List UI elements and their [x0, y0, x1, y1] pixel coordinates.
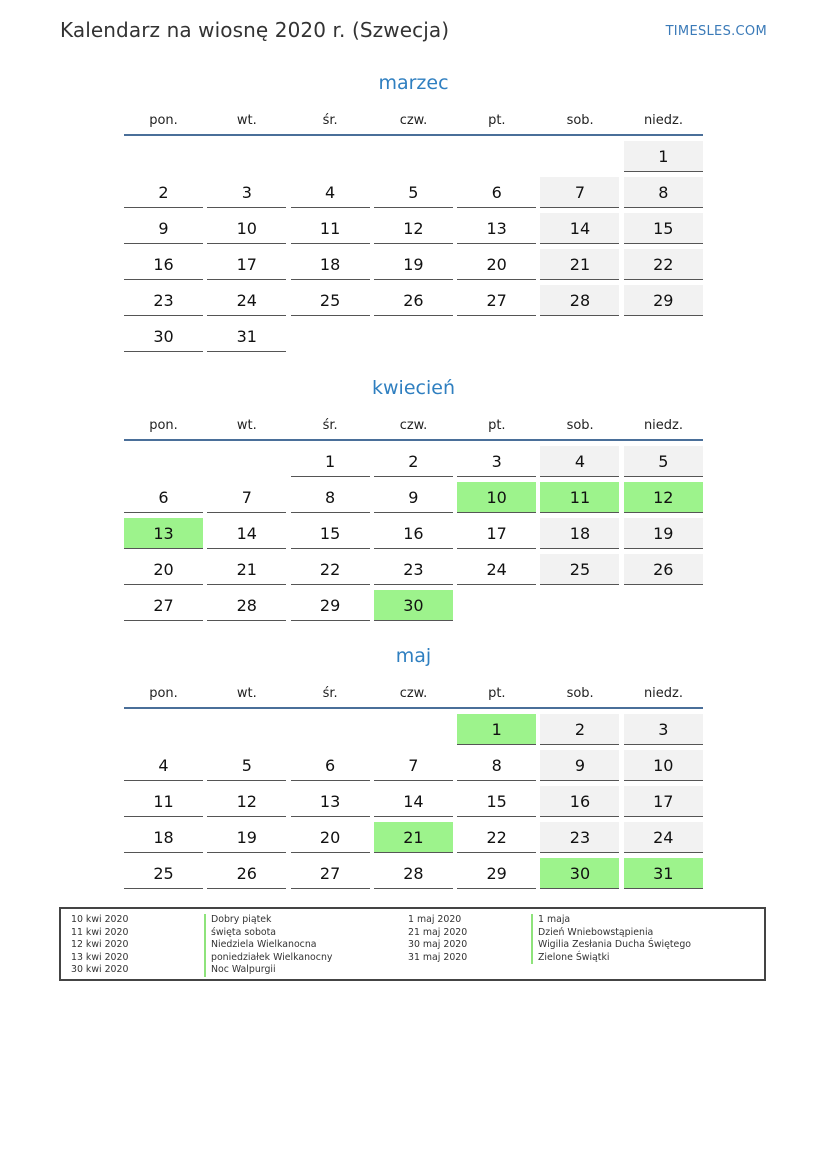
- day-cell: 22: [457, 822, 536, 853]
- holiday-day-cell: 30: [540, 858, 619, 889]
- day-cell: 7: [374, 750, 453, 781]
- day-cell: 1: [624, 141, 703, 172]
- legend-names-left: [204, 914, 332, 977]
- day-cell: 2: [124, 177, 203, 208]
- day-cell: 23: [540, 822, 619, 853]
- weekday-label: pon.: [149, 418, 178, 433]
- day-cell: 30: [124, 321, 203, 352]
- legend-dates-right: [408, 914, 467, 964]
- day-cell: 9: [540, 750, 619, 781]
- day-cell: 2: [540, 714, 619, 745]
- weekday-label: wt.: [236, 418, 257, 433]
- day-cell: 3: [457, 446, 536, 477]
- day-cell: 25: [124, 858, 203, 889]
- day-cell: 15: [457, 786, 536, 817]
- empty-cell: [124, 714, 203, 745]
- weekday-label: sob.: [566, 113, 594, 128]
- day-cell: 10: [207, 213, 286, 244]
- day-cell: 18: [291, 249, 370, 280]
- weekday-label: czw.: [399, 418, 428, 433]
- day-cell: 11: [124, 786, 203, 817]
- month-april: [124, 375, 703, 621]
- legend-holiday-date: 11 kwi 2020: [71, 926, 129, 938]
- legend-holiday-date: 31 maj 2020: [408, 951, 468, 963]
- weekday-label: sob.: [566, 418, 594, 433]
- day-cell: 17: [207, 249, 286, 280]
- day-cell: 16: [124, 249, 203, 280]
- holiday-day-cell: 30: [374, 590, 453, 621]
- day-cell: 5: [624, 446, 703, 477]
- empty-cell: [124, 141, 203, 172]
- weekday-label: czw.: [399, 686, 428, 701]
- weekday-label: śr.: [322, 686, 338, 701]
- holiday-day-cell: 13: [124, 518, 203, 549]
- day-cell: 15: [291, 518, 370, 549]
- day-grid: [124, 714, 703, 889]
- empty-cell: [207, 714, 286, 745]
- day-cell: 29: [624, 285, 703, 316]
- day-cell: 17: [624, 786, 703, 817]
- weekday-label: sob.: [566, 686, 594, 701]
- day-cell: 1: [291, 446, 370, 477]
- day-cell: 21: [207, 554, 286, 585]
- day-cell: 19: [374, 249, 453, 280]
- day-cell: 2: [374, 446, 453, 477]
- day-cell: 26: [207, 858, 286, 889]
- site-brand-link[interactable]: TIMESLES.COM: [665, 24, 767, 39]
- day-cell: 4: [124, 750, 203, 781]
- empty-cell: [291, 714, 370, 745]
- weekday-header: [124, 680, 703, 709]
- day-cell: 20: [291, 822, 370, 853]
- day-cell: 14: [374, 786, 453, 817]
- day-cell: 15: [624, 213, 703, 244]
- empty-cell: [457, 141, 536, 172]
- day-cell: 20: [124, 554, 203, 585]
- day-cell: 25: [540, 554, 619, 585]
- weekday-label: niedz.: [643, 113, 683, 128]
- legend-holiday-name: poniedziałek Wielkanocny: [204, 952, 332, 965]
- day-cell: 9: [374, 482, 453, 513]
- legend-holiday-date: 13 kwi 2020: [71, 951, 129, 963]
- holiday-day-cell: 31: [624, 858, 703, 889]
- weekday-header: [124, 412, 703, 441]
- day-cell: 8: [291, 482, 370, 513]
- day-cell: 13: [291, 786, 370, 817]
- day-cell: 25: [291, 285, 370, 316]
- day-cell: 18: [124, 822, 203, 853]
- weekday-label: niedz.: [643, 418, 683, 433]
- holiday-legend: [59, 907, 766, 981]
- empty-cell: [207, 446, 286, 477]
- day-cell: 27: [124, 590, 203, 621]
- weekday-label: pt.: [488, 686, 506, 701]
- legend-dates-left: [71, 914, 128, 977]
- day-cell: 3: [207, 177, 286, 208]
- day-cell: 24: [624, 822, 703, 853]
- legend-holiday-date: 30 kwi 2020: [71, 964, 129, 976]
- empty-cell: [374, 714, 453, 745]
- legend-holiday-name: Dobry piątek: [204, 914, 332, 927]
- day-cell: 6: [291, 750, 370, 781]
- day-cell: 19: [624, 518, 703, 549]
- day-cell: 28: [207, 590, 286, 621]
- day-cell: 4: [540, 446, 619, 477]
- empty-cell: [291, 141, 370, 172]
- day-cell: 8: [624, 177, 703, 208]
- weekday-header: [124, 107, 703, 136]
- legend-holiday-name: Noc Walpurgii: [204, 964, 332, 977]
- legend-holiday-name: Niedziela Wielkanocna: [204, 939, 332, 952]
- holiday-day-cell: 10: [457, 482, 536, 513]
- day-cell: 12: [207, 786, 286, 817]
- empty-cell: [124, 446, 203, 477]
- legend-holiday-name: 1 maja: [531, 914, 691, 927]
- month-title: maj: [395, 645, 432, 667]
- day-cell: 5: [374, 177, 453, 208]
- weekday-label: niedz.: [643, 686, 683, 701]
- day-cell: 29: [457, 858, 536, 889]
- day-cell: 21: [540, 249, 619, 280]
- day-cell: 7: [207, 482, 286, 513]
- month-title: marzec: [378, 72, 449, 94]
- weekday-label: pon.: [149, 686, 178, 701]
- day-cell: 18: [540, 518, 619, 549]
- day-cell: 10: [624, 750, 703, 781]
- day-cell: 22: [291, 554, 370, 585]
- holiday-day-cell: 1: [457, 714, 536, 745]
- weekday-label: czw.: [399, 113, 428, 128]
- day-cell: 16: [374, 518, 453, 549]
- holiday-day-cell: 11: [540, 482, 619, 513]
- day-cell: 31: [207, 321, 286, 352]
- weekday-label: pt.: [488, 113, 506, 128]
- weekday-label: pon.: [149, 113, 178, 128]
- day-cell: 14: [207, 518, 286, 549]
- day-cell: 14: [540, 213, 619, 244]
- legend-holiday-name: Wigilia Zesłania Ducha Świętego: [531, 939, 691, 952]
- month-march: [124, 70, 703, 352]
- legend-holiday-name: święta sobota: [204, 927, 332, 940]
- day-cell: 28: [374, 858, 453, 889]
- holiday-day-cell: 21: [374, 822, 453, 853]
- weekday-label: śr.: [322, 113, 338, 128]
- holiday-day-cell: 12: [624, 482, 703, 513]
- day-cell: 13: [457, 213, 536, 244]
- legend-holiday-name: Dzień Wniebowstąpienia: [531, 927, 691, 940]
- day-cell: 19: [207, 822, 286, 853]
- weekday-label: wt.: [236, 113, 257, 128]
- day-cell: 26: [624, 554, 703, 585]
- day-grid: [124, 446, 703, 621]
- weekday-label: śr.: [322, 418, 338, 433]
- day-cell: 9: [124, 213, 203, 244]
- day-cell: 26: [374, 285, 453, 316]
- day-cell: 22: [624, 249, 703, 280]
- day-cell: 7: [540, 177, 619, 208]
- page-title: Kalendarz na wiosnę 2020 r. (Szwecja): [60, 18, 450, 42]
- day-cell: 4: [291, 177, 370, 208]
- day-cell: 8: [457, 750, 536, 781]
- legend-holiday-date: 12 kwi 2020: [71, 939, 129, 951]
- empty-cell: [374, 141, 453, 172]
- day-cell: 29: [291, 590, 370, 621]
- day-cell: 5: [207, 750, 286, 781]
- day-cell: 27: [291, 858, 370, 889]
- empty-cell: [540, 141, 619, 172]
- day-cell: 17: [457, 518, 536, 549]
- day-cell: 12: [374, 213, 453, 244]
- day-cell: 16: [540, 786, 619, 817]
- day-cell: 23: [374, 554, 453, 585]
- day-cell: 20: [457, 249, 536, 280]
- legend-holiday-name: Zielone Świątki: [531, 952, 691, 965]
- empty-cell: [207, 141, 286, 172]
- month-may: [124, 643, 703, 889]
- day-cell: 24: [207, 285, 286, 316]
- day-grid: [124, 141, 703, 352]
- day-cell: 11: [291, 213, 370, 244]
- day-cell: 24: [457, 554, 536, 585]
- day-cell: 27: [457, 285, 536, 316]
- day-cell: 6: [124, 482, 203, 513]
- day-cell: 23: [124, 285, 203, 316]
- day-cell: 3: [624, 714, 703, 745]
- legend-holiday-date: 30 maj 2020: [408, 939, 468, 951]
- legend-holiday-date: 10 kwi 2020: [71, 914, 129, 925]
- weekday-label: wt.: [236, 686, 257, 701]
- weekday-label: pt.: [488, 418, 506, 433]
- legend-holiday-date: 1 maj 2020: [408, 914, 462, 925]
- legend-holiday-date: 21 maj 2020: [408, 926, 468, 938]
- legend-names-right: [531, 914, 691, 964]
- day-cell: 6: [457, 177, 536, 208]
- month-title: kwiecień: [372, 377, 455, 399]
- day-cell: 28: [540, 285, 619, 316]
